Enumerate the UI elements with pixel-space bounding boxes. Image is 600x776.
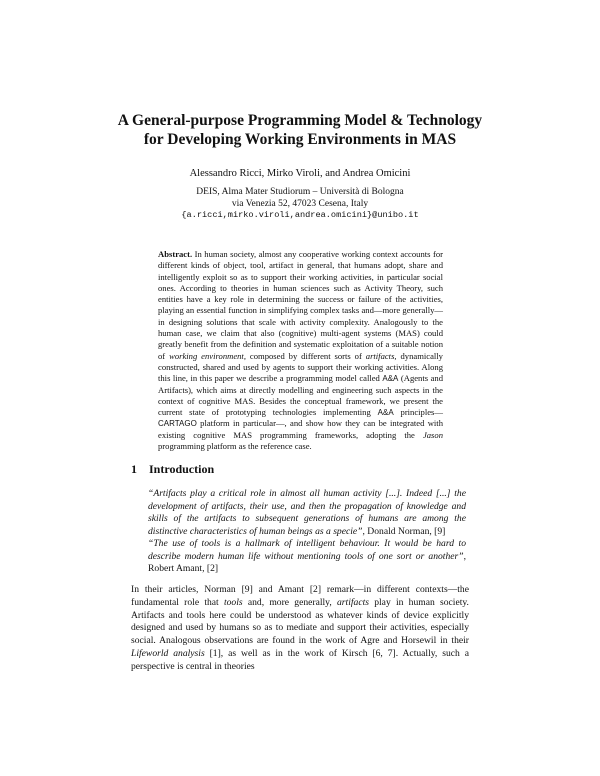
section-title: Introduction <box>149 462 215 476</box>
title-line-1: A General-purpose Programming Model & Technology <box>117 112 483 129</box>
affiliation-line-1: DEIS, Alma Mater Studiorum – Università di Bologna <box>196 187 404 197</box>
intro-emphasis: artifacts <box>337 596 369 608</box>
quote-text: “Artifacts play a critical role in almost all human activity [...]. Indeed [...] the development of artifacts, their use, and then the propagation of knowledge and skills of the artifacts to subsequent generations of humans are among the distinctive characteristics of human beings as a specie” <box>148 488 466 537</box>
intro-paragraph <box>131 584 469 674</box>
title-line-2: for Developing Working Environments in MAS <box>143 131 457 148</box>
section-heading <box>131 462 431 476</box>
abstract-text: , composed by different sorts of <box>243 350 362 361</box>
intro-text: play in human society. Artifacts and tools here could be understood as whatever kinds of device explicitly designed and used by humans so as to mediate and support their activities, especially social. Analogous observations are found in the work of Agre and Horsewil in their <box>131 596 469 647</box>
paper-title <box>60 111 540 149</box>
abstract-text: platform in particular—, and show how they can be integrated with existing cognitive MAS programming frameworks, adopting the <box>158 418 443 440</box>
abstract-text: programming platform as the reference case. <box>158 441 312 452</box>
abstract-emphasis: Jason <box>422 429 443 440</box>
intro-text: [1], as well as in the work of Kirsch [6, 7]. Actually, such a perspective is central in theories <box>131 647 469 672</box>
quote-source: , Robert Amant, [2] <box>148 550 466 575</box>
intro-emphasis: Lifeworld analysis <box>131 647 205 659</box>
abstract-emphasis: working environment <box>169 350 244 361</box>
section-number: 1 <box>131 462 137 476</box>
intro-emphasis: tools <box>223 596 243 608</box>
aa-acronym: A&A <box>377 408 394 418</box>
cartago-name: CARTAGO <box>158 419 197 429</box>
aa-acronym: A&A <box>382 374 399 384</box>
abstract-emphasis: artifacts <box>365 350 395 361</box>
abstract-text: , dynamically constructed, shared and used by agents to support their working activities. Along this line, in this paper we describe a programming model called <box>158 350 443 384</box>
author-list: Alessandro Ricci, Mirko Viroli, and Andrea Omicini <box>189 168 411 179</box>
quote-source: , Donald Norman, [9] <box>362 525 446 537</box>
author-email[interactable]: {a.ricci,mirko.viroli,andrea.omicini}@unibo.it <box>181 210 419 220</box>
epigraph-quote <box>148 538 466 576</box>
abstract-text: In human society, almost any cooperative working context accounts for different kinds of object, tool, artifact in general, that humans adopt, share and intelligently exploit so as to support their working activities, in particular social ones. According to theories in human sciences such as Activity Theory, such entities have a key role in determining the success or failure of the activities, playing an essential function in simplifying complex tasks and—more generally—in designing solutions that scale with activity complexity. Analogously to the human case, we claim that also (cognitive) multi-agent systems (MAS) could greatly benefit from the definition and systematic exploitation of a suitable notion of <box>158 249 443 361</box>
intro-text: In their articles, Norman [9] and Amant [2] remark—in different contexts—the fundamental role that <box>131 584 469 608</box>
epigraph-quote <box>148 488 466 538</box>
abstract <box>158 249 443 452</box>
quote-text: “The use of tools is a hallmark of intelligent behaviour. It would be hard to describe modern human life without mentioning tools of one sort or another” <box>148 538 466 562</box>
abstract-text: (Agents and Artifacts), which aims at directly modelling and engineering such aspects in the context of cognitive MAS. Besides the conceptual framework, we present the current state of prototyping technologies implementing <box>158 373 443 418</box>
abstract-label: Abstract. <box>158 249 193 259</box>
affiliation-line-2: via Venezia 52, 47023 Cesena, Italy <box>231 198 369 209</box>
intro-text: and, more generally, <box>247 596 332 608</box>
affiliation <box>60 187 540 222</box>
abstract-text: principles— <box>400 407 443 418</box>
